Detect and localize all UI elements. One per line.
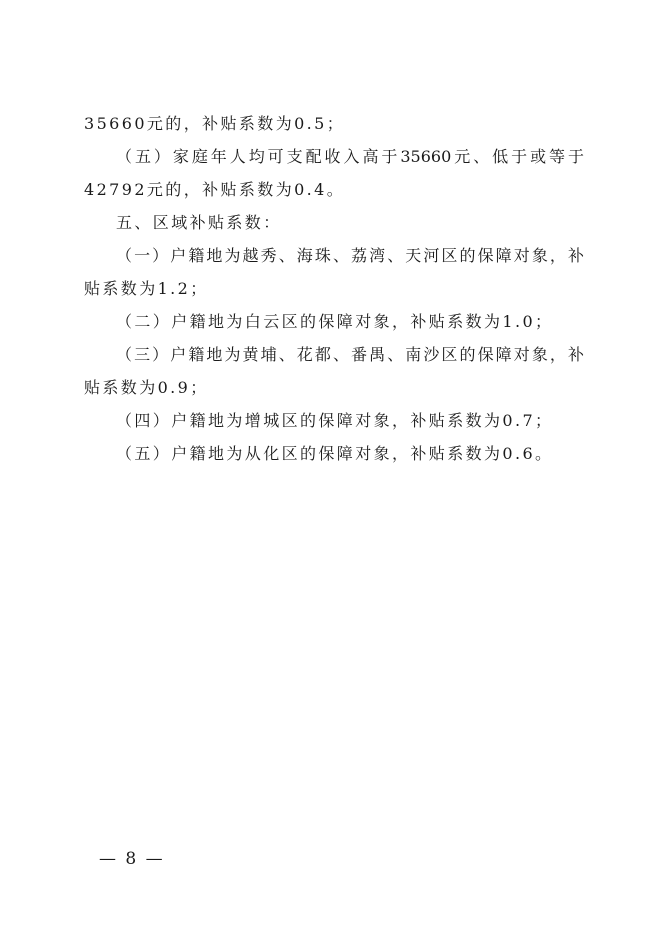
section-heading: 五、区域补贴系数： [116, 213, 282, 232]
page-number: — 8 — [99, 849, 165, 869]
paragraph-line: （五）家庭年人均可支配收入高于35660元、低于或等于 [116, 147, 584, 166]
paragraph-line: 贴系数为1.2； [84, 279, 209, 298]
paragraph-line: 35660元的，补贴系数为0.5； [84, 114, 346, 133]
paragraph-line: 贴系数为0.9； [84, 378, 209, 397]
paragraph-line: （一）户籍地为越秀、海珠、荔湾、天河区的保障对象，补 [116, 246, 584, 265]
body-text [84, 114, 584, 477]
paragraph-line: （二）户籍地为白云区的保障对象，补贴系数为1.0； [116, 312, 554, 331]
paragraph-line: （五）户籍地为从化区的保障对象，补贴系数为0.6。 [116, 444, 554, 463]
paragraph-line: （四）户籍地为增城区的保障对象，补贴系数为0.7； [116, 411, 554, 430]
paragraph-line: （三）户籍地为黄埔、花都、番禺、南沙区的保障对象，补 [116, 345, 584, 364]
paragraph-line: 42792元的，补贴系数为0.4。 [84, 180, 346, 199]
